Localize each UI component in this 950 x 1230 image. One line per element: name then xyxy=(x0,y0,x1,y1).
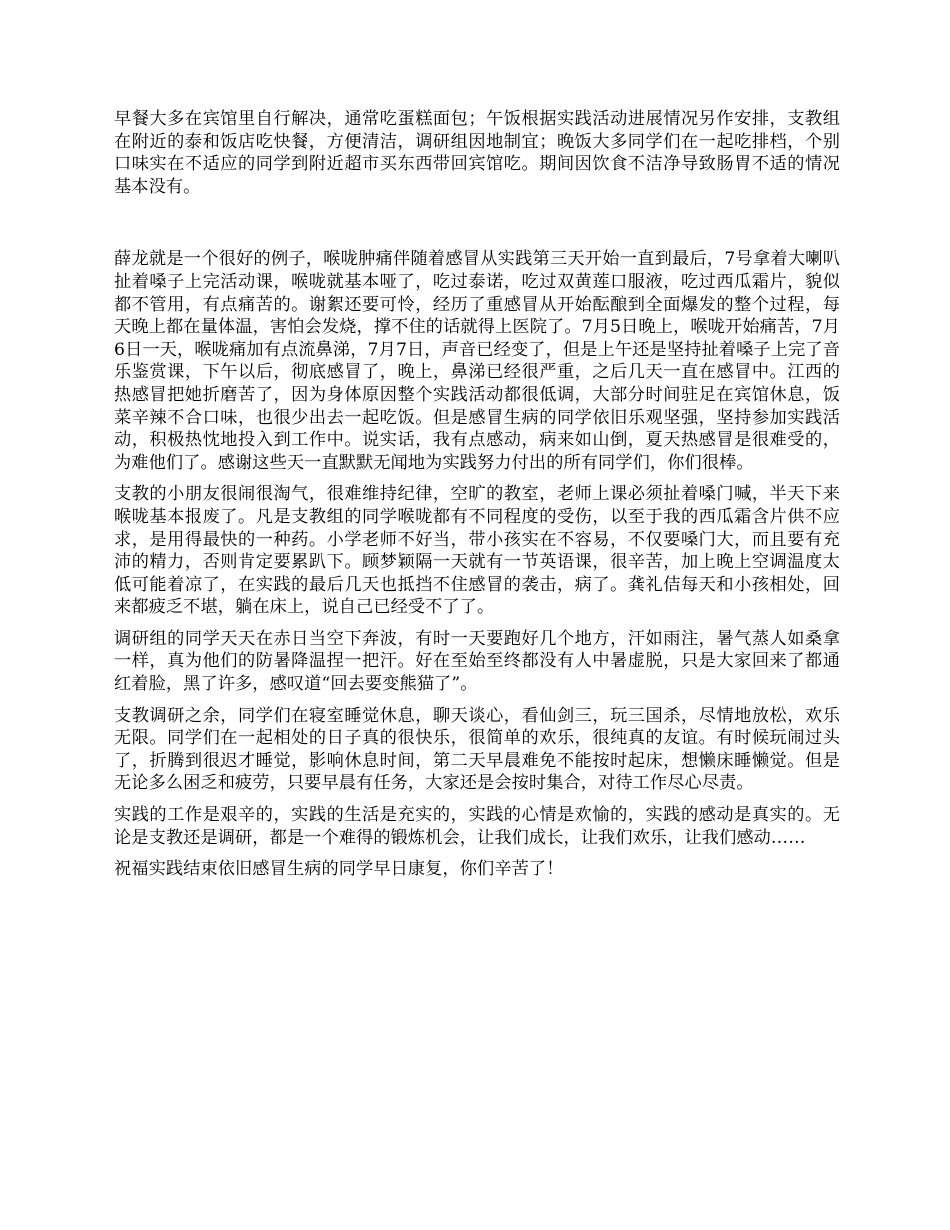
paragraph-summary: 实践的工作是艰辛的，实践的生活是充实的，实践的心情是欢愉的，实践的感动是真实的。无论是支教还是调研，都是一个难得的锻炼机会，让我们成长，让我们欢乐，让我们感动…… xyxy=(114,805,840,848)
paragraph-illness-examples: 薛龙就是一个很好的例子，喉咙肿痛伴随着感冒从实践第三天开始一直到最后，7号拿着大喇叭扯着嗓子上完活动课，喉咙就基本哑了，吃过泰诺，吃过双黄莲口服液，吃过西瓜霜片，貌似都不管用，有点痛苦的。谢絮还要可怜，经历了重感冒从开始酝酿到全面爆发的整个过程，每天晚上都在量体温，害怕会发烧，撑不住的话就得上医院了。7月5日晚上，喉咙开始痛苦，7月6日一天，喉咙痛加有点流鼻涕，7月7日，声音已经变了，但是上午还是坚持扯着嗓子上完了音乐鉴赏课，下午以后，彻底感冒了，晚上，鼻涕已经很严重，之后几天一直在感冒中。江西的热感冒把她折磨苦了，因为身体原因整个实践活动都很低调，大部分时间驻足在宾馆休息，饭菜辛辣不合口味，也很少出去一起吃饭。但是感冒生病的同学依旧乐观坚强，坚持参加实践活动，积极热忱地投入到工作中。说实话，我有点感动，病来如山倒，夏天热感冒是很难受的，为难他们了。感谢这些天一直默默无闻地为实践努力付出的所有同学们，你们很棒。 xyxy=(114,249,840,473)
paragraph-leisure: 支教调研之余，同学们在寝室睡觉休息，聊天谈心，看仙剑三，玩三国杀，尽情地放松，欢乐无限。同学们在一起相处的日子真的很快乐，很简单的欢乐，很纯真的友谊。有时候玩闹过头了，折腾到很迟才睡觉，影响休息时间，第二天早晨难免不能按时起床，想懒床睡懒觉。但是无论多么困乏和疲劳，只要早晨有任务，大家还是会按时集合，对待工作尽心尽责。 xyxy=(114,705,840,794)
paragraph-teaching-group: 支教的小朋友很闹很淘气，很难维持纪律，空旷的教室，老师上课必须扯着嗓门喊，半天下来喉咙基本报废了。凡是支教组的同学喉咙都有不同程度的受伤，以至于我的西瓜霜含片供不应求，是用得最快的一种药。小学老师不好当，带小孩实在不容易，不仅要嗓门大，而且要有充沛的精力，否则肯定要累趴下。顾梦颖隔一天就有一节英语课，很辛苦，加上晚上空调温度太低可能着凉了，在实践的最后几天也抵挡不住感冒的袭击，病了。龚礼佶每天和小孩相处，回来都疲乏不堪，躺在床上，说自己已经受不了了。 xyxy=(114,484,840,618)
paragraph-meals: 早餐大多在宾馆里自行解决，通常吃蛋糕面包；午饭根据实践活动进展情况另作安排，支教组在附近的泰和饭店吃快餐，方便清洁，调研组因地制宜；晚饭大多同学们在一起吃排档，个别口味实在不适应的同学到附近超市买东西带回宾馆吃。期间因饮食不洁净导致肠胃不适的情况基本没有。 xyxy=(114,109,840,197)
paragraph-closing-wish: 祝福实践结束依旧感冒生病的同学早日康复，你们辛苦了！ xyxy=(114,859,564,880)
paragraph-research-group: 调研组的同学天天在赤日当空下奔波，有时一天要跑好几个地方，汗如雨注，暑气蒸人如桑拿一样，真为他们的防暑降温捏一把汗。好在至始至终都没有人中暑虚脱，只是大家回来了都通红着脸，黑了许多，感叹道“回去要变熊猫了”。 xyxy=(114,628,840,695)
document-body xyxy=(114,108,840,881)
